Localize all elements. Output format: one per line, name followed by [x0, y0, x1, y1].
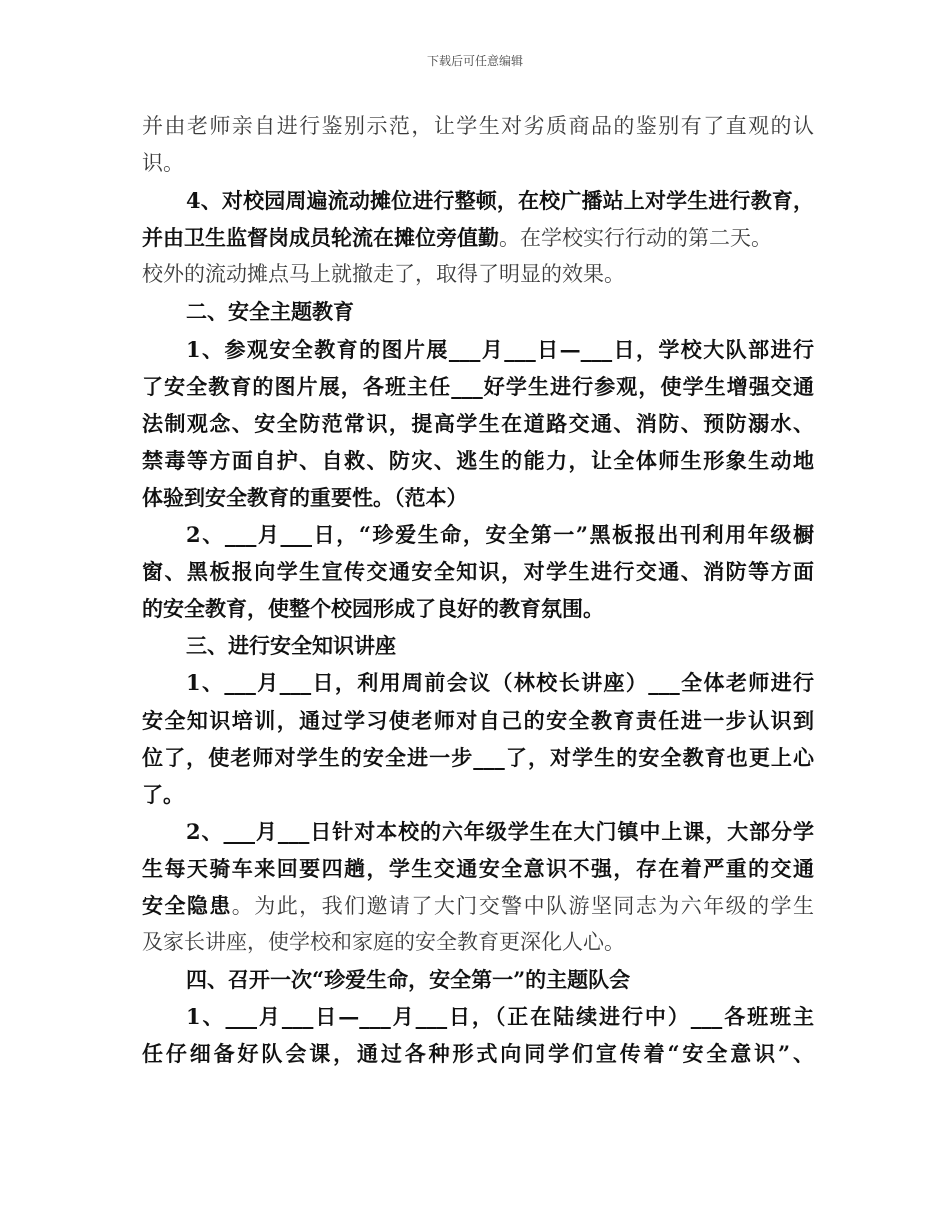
text-line — [142, 627, 814, 664]
text-line — [142, 998, 814, 1035]
text-line — [142, 182, 814, 219]
text-segment: 。为此，我们邀请了大门交警中队游坚同志为六年级的学生 — [231, 893, 814, 918]
text-line — [142, 813, 814, 850]
text-segment: 法制观念、安全防范常识，提高学生在道路交通、消防、预防溺水、 — [142, 410, 814, 436]
text-segment: 二、安全主题教育 — [186, 299, 354, 325]
text-line — [142, 368, 814, 405]
text-line — [142, 553, 814, 590]
text-line — [142, 108, 814, 145]
text-line — [142, 887, 814, 924]
text-segment: 2、___月___日，“珍爱生命，安全第一”黑板报出刊利用年级橱 — [186, 522, 814, 548]
text-segment: 安全隐患 — [142, 892, 232, 918]
text-segment: 校外的流动摊点马上就撤走了，取得了明显的效果。 — [142, 262, 625, 287]
text-line — [142, 331, 814, 368]
text-line — [142, 702, 814, 739]
document-body — [142, 108, 814, 1072]
text-segment: 三、进行安全知识讲座 — [186, 633, 396, 659]
text-segment: 并由老师亲自进行鉴别示范，让学生对劣质商品的鉴别有了直观的认 — [142, 114, 814, 138]
text-line — [142, 664, 814, 701]
page-header-note: 下载后可任意编辑 — [426, 54, 523, 68]
text-line — [142, 1035, 814, 1072]
text-segment: 4、对校园周遍流动摊位进行整顿，在校广播站上对学生进行教育， — [186, 188, 814, 214]
text-line — [142, 924, 814, 961]
text-line — [142, 516, 814, 553]
text-segment: 位了，使老师对学生的安全进一步___了，对学生的安全教育也更上心 — [142, 744, 814, 770]
text-line — [142, 739, 814, 776]
text-segment: 并由卫生监督岗成员轮流在摊位旁值勤 — [142, 225, 499, 251]
text-segment: 任仔细备好队会课，通过各种形式向同学们宣传着“安全意识”、 — [142, 1041, 814, 1067]
text-segment: 窗、黑板报向学生宣传交通安全知识，对学生进行交通、消防等方面 — [142, 559, 814, 585]
text-segment: 1、参观安全教育的图片展___月___日—___日，学校大队部进行 — [186, 336, 814, 362]
text-segment: 安全知识培训，通过学习使老师对自己的安全教育责任进一步认识到 — [142, 707, 814, 733]
text-line — [142, 442, 814, 479]
text-segment: 2、___月___日针对本校的六年级学生在大门镇中上课，大部分学 — [186, 818, 814, 844]
text-segment: 的安全教育，使整个校园形成了良好的教育氛围。 — [142, 596, 604, 622]
text-segment: 生每天骑车来回要四趟，学生交通安全意识不强，存在着严重的交通 — [142, 855, 814, 881]
text-line — [142, 776, 814, 813]
text-segment: 了安全教育的图片展，各班主任___好学生进行参观，使学生增强交通 — [142, 373, 814, 399]
text-segment: 体验到安全教育的重要性。（范本） — [142, 484, 468, 510]
text-line — [142, 145, 814, 182]
text-segment: 禁毒等方面自护、自救、防灾、逃生的能力，让全体师生形象生动地 — [142, 447, 814, 473]
text-segment: 及家长讲座，使学校和家庭的安全教育更深化人心。 — [142, 930, 625, 955]
text-segment: 。在学校实行行动的第二天。 — [499, 226, 772, 251]
text-line — [142, 961, 814, 998]
text-line — [142, 850, 814, 887]
text-segment: 四、召开一次“珍爱生命，安全第一”的主题队会 — [186, 967, 631, 993]
text-line — [142, 256, 814, 293]
text-line — [142, 590, 814, 627]
text-line — [142, 405, 814, 442]
text-segment: 1、___月___日，利用周前会议（林校长讲座）___全体老师进行 — [186, 670, 814, 696]
text-segment: 了。 — [142, 781, 184, 807]
text-line — [142, 219, 814, 256]
text-segment: 1、___月___日—___月___日，（正在陆续进行中）___各班班主 — [186, 1004, 814, 1030]
text-line — [142, 293, 814, 330]
text-line — [142, 479, 814, 516]
text-segment: 识。 — [142, 151, 184, 176]
